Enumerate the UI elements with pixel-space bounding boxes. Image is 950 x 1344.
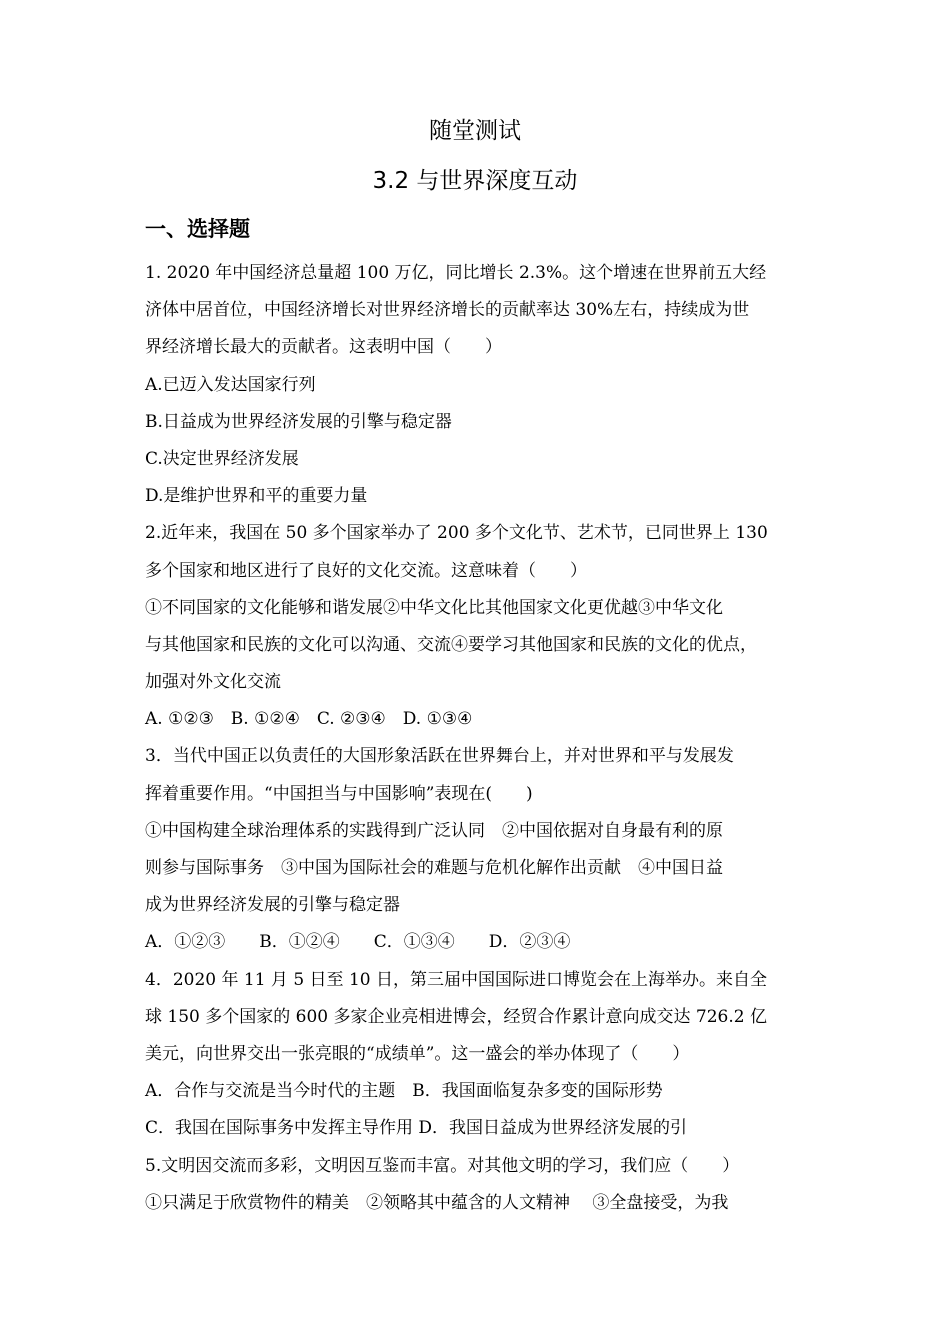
text-line: 成为世界经济发展的引擎与稳定器 xyxy=(145,895,400,916)
text-line: 多个国家和地区进行了良好的文化交流。这意味着（ ） xyxy=(145,560,587,581)
text-line: A.已迈入发达国家行列 xyxy=(145,374,316,395)
page-title: 随堂测试 xyxy=(429,118,521,144)
lesson-title: 3.2 与世界深度互动 xyxy=(372,168,578,194)
text-line: A．合作与交流是当今时代的主题 B．我国面临复杂多变的国际形势 xyxy=(145,1081,663,1102)
text-line: C.决定世界经济发展 xyxy=(145,448,299,469)
text-line: ①中国构建全球治理体系的实践得到广泛认同 ②中国依据对自身最有利的原 xyxy=(145,820,723,841)
text-line: 挥着重要作用。“中国担当与中国影响”表现在( ) xyxy=(145,783,533,804)
text-line: 1. 2020 年中国经济总量超 100 万亿，同比增长 2.3%。这个增速在世界前五大经 xyxy=(145,263,767,283)
text-line: 4．2020 年 11 月 5 日至 10 日，第三届中国国际进口博览会在上海举办。来自全 xyxy=(145,969,767,990)
text-line: D.是维护世界和平的重要力量 xyxy=(145,486,368,507)
text-line: 2.近年来，我国在 50 多个国家举办了 200 多个文化节、艺术节，已同世界上 130 xyxy=(145,523,768,544)
text-line: 与其他国家和民族的文化可以沟通、交流④要学习其他国家和民族的文化的优点， xyxy=(145,634,757,655)
text-line: 加强对外文化交流 xyxy=(145,672,281,693)
section-heading: 一、选择题 xyxy=(145,217,250,241)
text-line: C．我国在国际事务中发挥主导作用 D．我国日益成为世界经济发展的引 xyxy=(145,1118,688,1139)
text-line: 则参与国际事务 ③中国为国际社会的难题与危机化解作出贡献 ④中国日益 xyxy=(145,858,723,878)
question-content xyxy=(145,255,810,1222)
text-line: 球 150 多个国家的 600 多家企业亮相进博会，经贸合作累计意向成交达 726.2 亿 xyxy=(145,1006,767,1027)
text-line: 界经济增长最大的贡献者。这表明中国（ ） xyxy=(145,337,502,358)
text-line: ①不同国家的文化能够和谐发展②中华文化比其他国家文化更优越③中华文化 xyxy=(145,597,723,618)
text-line: A. ①②③ B. ①②④ C. ②③④ D. ①③④ xyxy=(145,709,473,730)
text-line: 济体中居首位，中国经济增长对世界经济增长的贡献率达 30%左右，持续成为世 xyxy=(145,300,750,321)
text-line: B.日益成为世界经济发展的引擎与稳定器 xyxy=(145,411,452,432)
text-line: 美元，向世界交出一张亮眼的“成绩单”。这一盛会的举办体现了（ ） xyxy=(145,1043,690,1064)
text-line: ①只满足于欣赏物件的精美 ②领略其中蕴含的人文精神 ③全盘接受，为我 xyxy=(145,1192,729,1213)
text-line: 5.文明因交流而多彩，文明因互鉴而丰富。对其他文明的学习，我们应（ ） xyxy=(145,1155,740,1176)
text-line: A．①②③ B．①②④ C．①③④ D．②③④ xyxy=(145,932,571,953)
text-line: 3．当代中国正以负责任的大国形象活跃在世界舞台上，并对世界和平与发展发 xyxy=(145,746,734,767)
